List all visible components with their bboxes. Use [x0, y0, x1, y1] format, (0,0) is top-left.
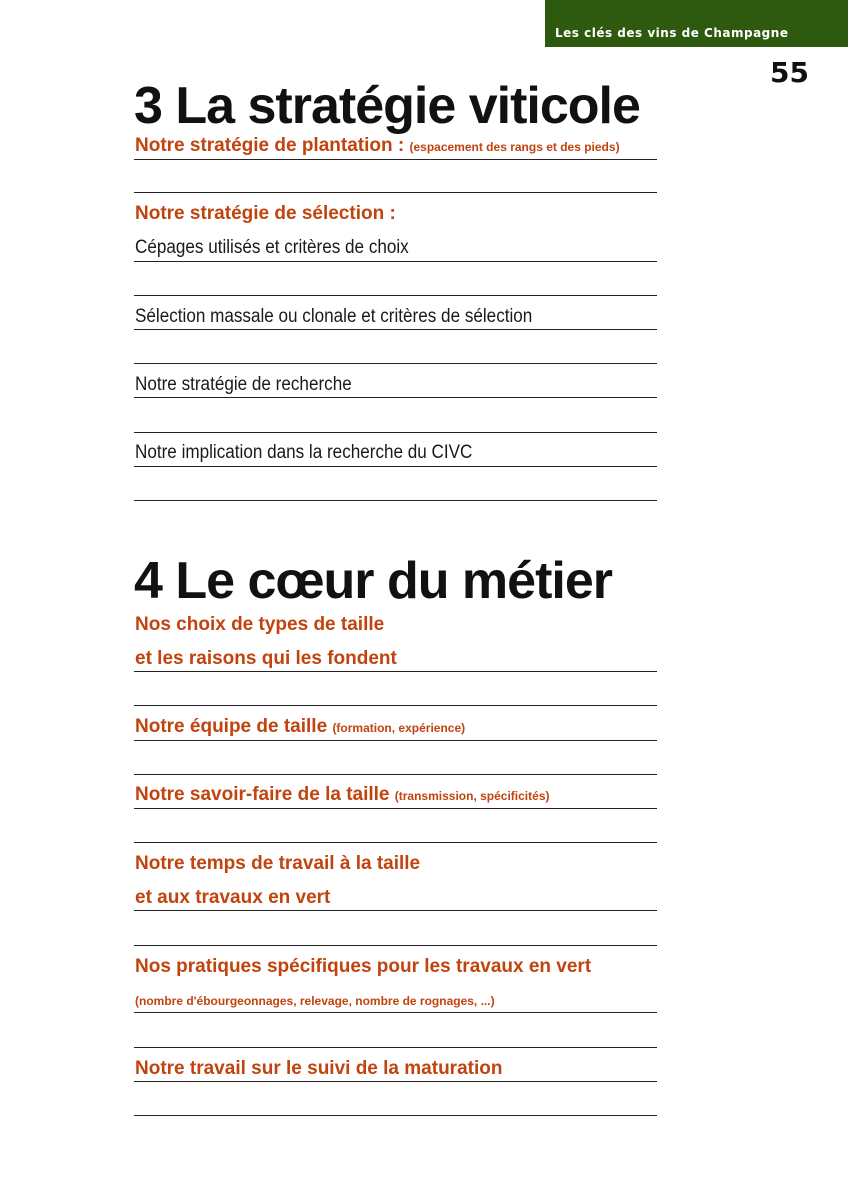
plantation-label-text: Notre stratégie de plantation : — [135, 135, 410, 156]
section-3-title: 3 La stratégie viticole — [134, 77, 640, 135]
running-header: Les clés des vins de Champagne — [555, 26, 789, 40]
section-4-title: 4 Le cœur du métier — [134, 552, 612, 610]
selection-massale-label: Sélection massale ou clonale et critères de sélection — [135, 306, 533, 327]
answer-line — [134, 295, 657, 296]
answer-line — [134, 363, 657, 364]
equipe-note: (formation, expérience) — [332, 721, 466, 735]
answer-line — [134, 261, 657, 262]
temps-label-line2: et aux travaux en vert — [135, 887, 331, 908]
answer-line — [134, 329, 657, 330]
temps-label-line1: Notre temps de travail à la taille — [135, 853, 421, 874]
pratiques-note: (nombre d'ébourgeonnages, relevage, nombre de rognages, ...) — [135, 994, 495, 1008]
implication-label: Notre implication dans la recherche du CIVC — [135, 442, 473, 463]
plantation-note: (espacement des rangs et des pieds) — [409, 140, 620, 154]
cepages-label: Cépages utilisés et critères de choix — [135, 237, 409, 258]
answer-line — [134, 1047, 657, 1048]
answer-line — [134, 705, 657, 706]
taille-label-line1: Nos choix de types de taille — [135, 614, 385, 635]
answer-line — [134, 397, 657, 398]
savoir-faire-label — [135, 784, 549, 807]
recherche-label: Notre stratégie de recherche — [135, 374, 352, 395]
header-band — [545, 0, 848, 47]
equipe-label-text: Notre équipe de taille — [135, 716, 333, 737]
savoir-faire-note: (transmission, spécificités) — [394, 789, 550, 803]
answer-line — [134, 910, 657, 911]
plantation-label — [135, 135, 620, 158]
pratiques-label: Nos pratiques spécifiques pour les travaux en vert — [135, 956, 592, 977]
answer-line — [134, 808, 657, 809]
answer-line — [134, 192, 657, 193]
answer-line — [134, 1012, 657, 1013]
answer-line — [134, 159, 657, 160]
answer-line — [134, 842, 657, 843]
answer-line — [134, 1081, 657, 1082]
answer-line — [134, 671, 657, 672]
answer-line — [134, 466, 657, 467]
answer-line — [134, 945, 657, 946]
page-number: 55 — [770, 56, 809, 89]
selection-label: Notre stratégie de sélection : — [135, 203, 396, 224]
equipe-label — [135, 716, 465, 739]
savoir-faire-label-text: Notre savoir-faire de la taille — [135, 784, 395, 805]
answer-line — [134, 500, 657, 501]
taille-label-line2: et les raisons qui les fondent — [135, 648, 397, 669]
maturation-label: Notre travail sur le suivi de la maturation — [135, 1058, 503, 1079]
answer-line — [134, 774, 657, 775]
answer-line — [134, 740, 657, 741]
answer-line — [134, 1115, 657, 1116]
answer-line — [134, 432, 657, 433]
